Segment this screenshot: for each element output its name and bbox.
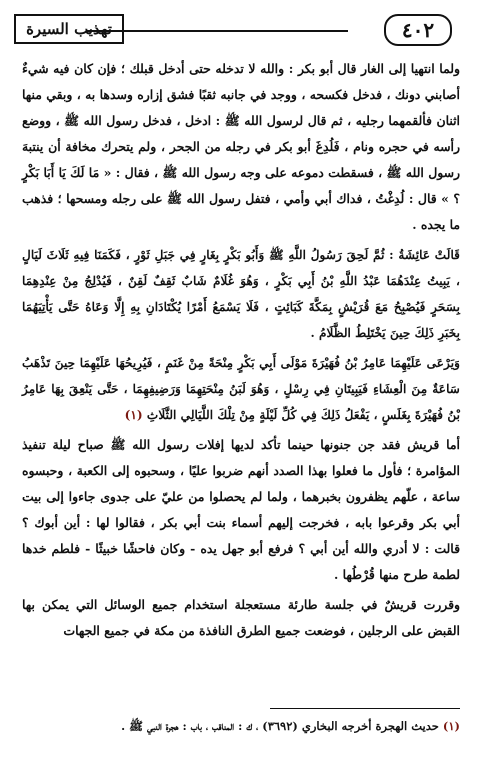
footnote bbox=[22, 716, 460, 736]
paragraph-decision: وقررت قريشٌ في جلسة طارئة مستعجلة استخدام جميع الوسائل التي يمكن بها القبض على الرجلين ، فوضعت جميع الطرق النافذة من مكة في جميع الجهات bbox=[22, 597, 460, 638]
footnote-separator bbox=[270, 708, 460, 709]
footnote-reference: (١) bbox=[124, 408, 143, 422]
header-rule bbox=[86, 30, 348, 32]
page-header bbox=[14, 14, 466, 44]
hadith-amir-text: وَيَرْعَى عَلَيْهِمَا عَامِرُ بْنُ فُهَيْرَةَ مَوْلَى أَبِي بَكْرٍ مِنْحَةً مِنْ غَنَمٍ ، فَيُرِيحُهَا عَلَيْهِمَا حِينَ تَذْهَبُ سَاعَةٌ مِنَ الْعِشَاءِ فَيَبِيتَانِ فِي رِسْلٍ ، وَهُوَ لَبَنُ مِنْحَتِهِمَا وَرَضِيفِهِمَا ، حَتَّى يَنْعِقَ بِهَا عَامِرُ بْنُ فُهَيْرَةَ بِغَلَسٍ ، يَفْعَلُ ذَلِكَ فِي كُلِّ لَيْلَةٍ مِنْ تِلْكَ اللَّيَالِي الثَّلَاثِ bbox=[22, 356, 460, 422]
book-title: تهذيب السيرة bbox=[14, 14, 124, 44]
paragraph-cave: ولما انتهيا إلى الغار قال أبو بكر : والله لا تدخله حتى أدخل قبلك ؛ فإن كان فيه شيءٌ أصابني دونك ، فدخل فكسحه ، ووجد في جانبه ثقبًا فشق إزاره وسدها به ، وبقي منها اثنان فألقمهما رجليه ، ثم قال لرسول الله ﷺ : ادخل ، فدخل رسول الله ﷺ ، ووضع رأسه في حجره ونام ، فَلُدِغَ أبو بكر في رجله من الجحر ، ولم يتحرك مخافة أن ينتبهَ رسول الله ﷺ ، فسقطت دموعه على وجه رسول الله ﷺ ، فقال : « مَا لَكَ يَا أَبَا بَكْرٍ ؟ » قال : لُدِغْتُ ، فداك أبي وأمي ، فتفل رسول الله ﷺ على رجله ومسحها ؛ فذهب ما يجده . bbox=[22, 61, 460, 232]
paragraph-quraysh: أما قريش فقد جن جنونها حينما تأكد لديها إفلات رسول الله ﷺ صباح ليلة تنفيذ المؤامرة ؛ فأول ما فعلوا بهذا الصدد أنهم ضربوا عليًا ، وسحبوه إلى الكعبة ، وحبسوه ساعة ، علّهم يظفرون بخبرهما ، ولما لم يحصلوا من عليّ على جدوى جاءوا إلى بيت أبي بكر وقرعوا بابه ، فخرجت إليهم أسماء بنت أبي بكر ، فقالوا لها : أين أبوك ؟ قالت : لا أدري والله أين أبي ؟ فرفع أبو جهل يده - وكان فاحشًا خبيثًا - فلطم خدها لطمة طرح منها قُرْطُها . bbox=[22, 437, 460, 582]
page-number: ٤٠٢ bbox=[384, 14, 452, 46]
page-content bbox=[22, 56, 460, 648]
footnote-text: حديث الهجرة أخرجه البخاري (٣٦٩٢) ، ك : المناقب ، باب : هجرة النبي ﷺ . bbox=[121, 719, 439, 733]
hadith-amir-quote bbox=[22, 350, 460, 428]
hadith-aisha-quote: قَالَتْ عَائِشَةُ : ثُمَّ لَحِقَ رَسُولُ اللَّهِ ﷺ وَأَبُو بَكْرٍ بِغَارٍ فِي جَبَلِ ثَوْرٍ ، فَكَمَنَا فِيهِ ثَلَاثَ لَيَالٍ ، يَبِيتُ عِنْدَهُمَا عَبْدُ اللَّهِ بْنُ أَبِي بَكْرٍ ، وَهُوَ غُلَامٌ شَابٌ ثَقِفٌ لَقِنٌ ، فَيُدْلِجُ مِنْ عِنْدِهِمَا بِسَحَرٍ فَيُصْبِحُ مَعَ قُرَيْشٍ بِمَكَّةَ كَبَائِتٍ ، فَلَا يَسْمَعُ أَمْرًا يُكْتَادَانِ بِهِ إِلَّا وَعَاهُ حَتَّى يَأْتِيَهُمَا بِخَبَرِ ذَلِكَ حِينَ يَخْتَلِطُ الظَّلَامُ . bbox=[22, 248, 460, 340]
footnote-marker: (١) bbox=[442, 719, 460, 733]
